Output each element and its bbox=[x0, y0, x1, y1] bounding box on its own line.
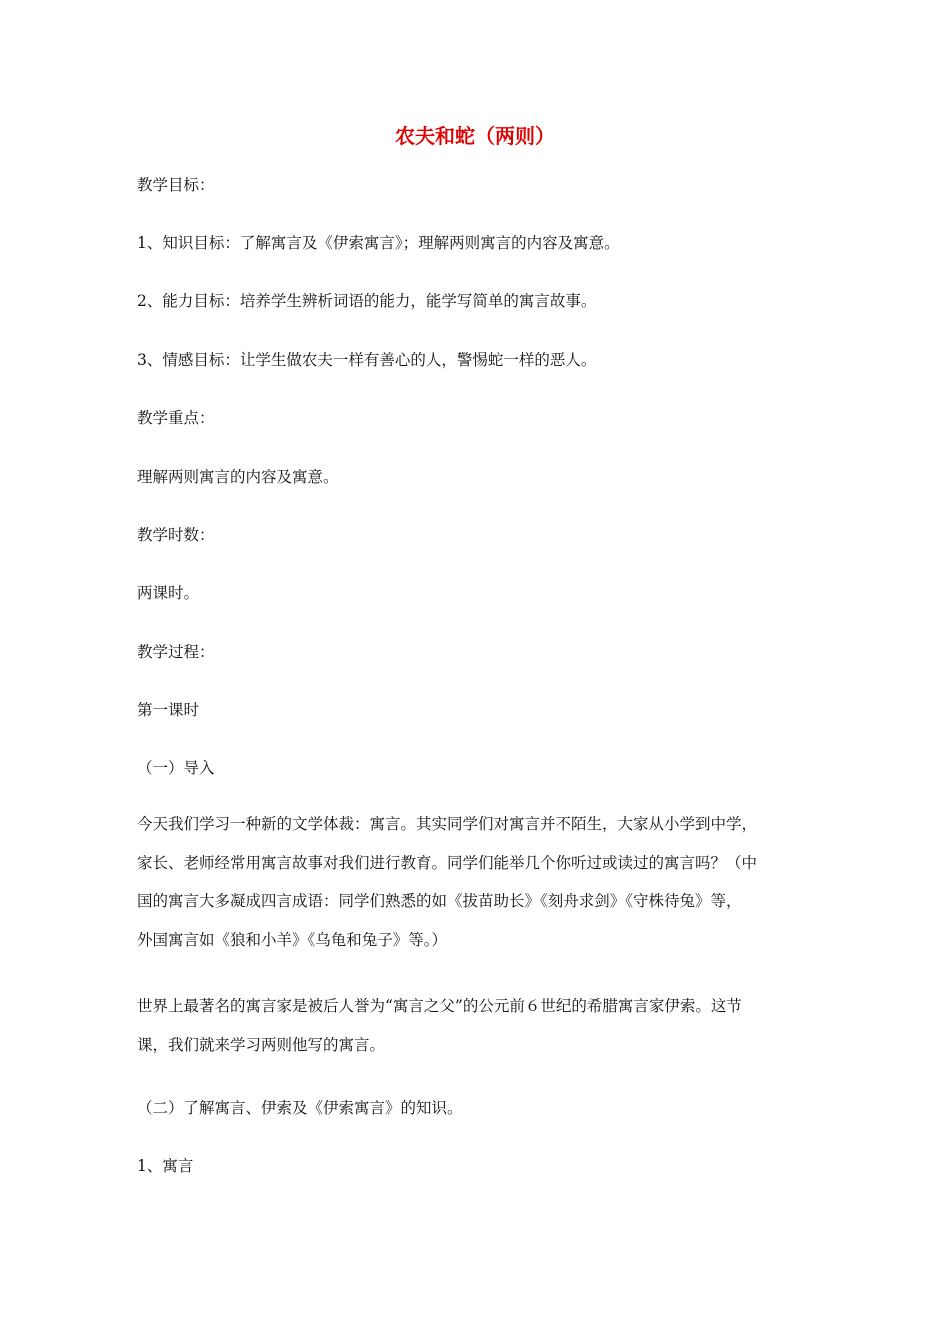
intro-paragraph-line: 外国寓言如《狼和小羊》《乌龟和兔子》等。） bbox=[137, 930, 448, 949]
goal-emotion: 3、情感目标：让学生做农夫一样有善心的人，警惕蛇一样的恶人。 bbox=[137, 351, 597, 369]
item-fable-heading: 1、寓言 bbox=[137, 1157, 194, 1175]
section-intro-heading: （一）导入 bbox=[137, 759, 215, 777]
goal-ability: 2、能力目标：培养学生辨析词语的能力，能学写简单的寓言故事。 bbox=[137, 292, 597, 310]
heading-class-hours: 教学时数： bbox=[137, 526, 215, 544]
intro-paragraph-line: 国的寓言大多凝成四言成语：同学们熟悉的如《拔苗助长》《刻舟求剑》《守株待兔》等， bbox=[137, 892, 742, 910]
first-lesson-heading: 第一课时 bbox=[137, 701, 200, 719]
heading-teaching-goals: 教学目标： bbox=[137, 176, 215, 194]
heading-key-points: 教学重点： bbox=[137, 409, 215, 427]
aesop-paragraph bbox=[137, 987, 817, 1064]
intro-paragraph-line: 家长、老师经常用寓言故事对我们进行教育。同学们能举几个你听过或读过的寓言吗？（中 bbox=[137, 853, 758, 872]
heading-teaching-process: 教学过程： bbox=[137, 643, 215, 661]
goal-knowledge: 1、知识目标：了解寓言及《伊索寓言》；理解两则寓言的内容及寓意。 bbox=[137, 234, 620, 252]
intro-paragraph-line: 今天我们学习一种新的文学体裁：寓言。其实同学们对寓言并不陌生，大家从小学到中学， bbox=[137, 815, 758, 833]
document-title: 农夫和蛇（两则） bbox=[395, 124, 555, 148]
key-points-text: 理解两则寓言的内容及寓意。 bbox=[137, 468, 339, 486]
intro-paragraph bbox=[137, 805, 817, 959]
class-hours-text: 两课时。 bbox=[137, 584, 200, 602]
aesop-paragraph-line: 课，我们就来学习两则他写的寓言。 bbox=[137, 1035, 386, 1054]
aesop-paragraph-line: 世界上最著名的寓言家是被后人誉为“寓言之父”的公元前６世纪的希腊寓言家伊索。这节 bbox=[137, 997, 742, 1015]
section-fable-knowledge-heading: （二）了解寓言、伊索及《伊索寓言》的知识。 bbox=[137, 1099, 463, 1117]
